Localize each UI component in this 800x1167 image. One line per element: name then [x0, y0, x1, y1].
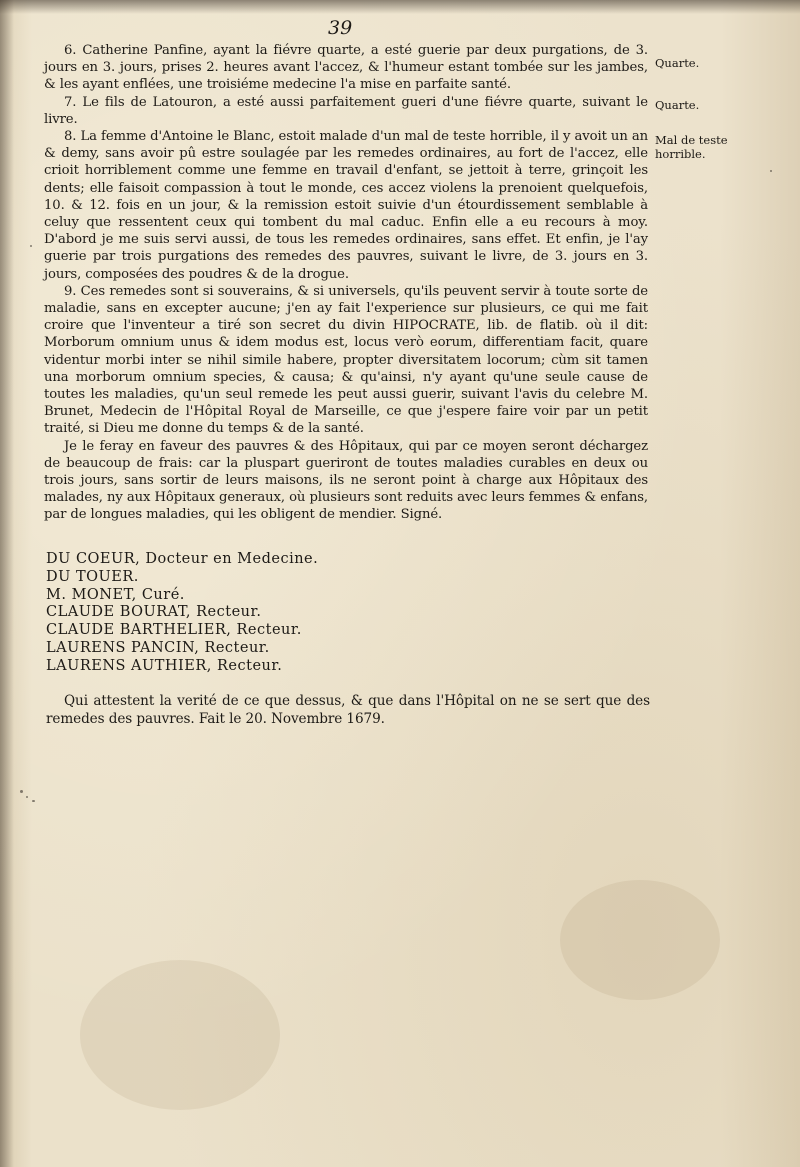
signature-list	[46, 551, 466, 676]
attestation	[46, 692, 650, 728]
paragraph: Je le feray en faveur des pauvres & des Hôpitaux, qui par ce moyen seront déchargez de beaucoup de frais: car la pluspart gueriront de toutes maladies curables en deux ou trois jours, sans sortir de leurs maisons, ils ne seront point à charge aux Hôpitaux des malades, ny aux Hôpitaux generaux, où plusieurs sont reduits avec leurs femmes & enfans, par de longues maladies, qui les obligent de mendier. Signé.	[44, 438, 648, 523]
signature: LAURENS PANCIN, Recteur.	[46, 639, 270, 656]
attestation-text: Qui attestent la verité de ce que dessus, & que dans l'Hôpital on ne se sert que des remedes des pauvres. Fait le 20. Novembre 1679.	[46, 693, 650, 727]
margin-note: Quarte.	[655, 98, 700, 112]
paragraph: 9. Ces remedes sont si souverains, & si universels, qu'ils peuvent servir à toute sorte de maladie, sans en excepter aucune; j'en ay fait l'experience sur plusieurs, ce qui me fait croire que l'inventeur a tiré son secret du divin HIPOCRATE, lib. de flatib. où il dit: Morborum omnium unus & idem modus est, locus verò eorum, differentiam facit, quare videntur morbi inter se nihil simile habere, propter diversitatem locorum; cùm sit tamen una morborum omnium species, & causa; & qu'ainsi, n'y ayant qu'une seule cause de toutes les maladies, qu'un seul remede les peut aussi guerir, suivant l'avis du celebre M. Brunet, Medecin de l'Hôpital Royal de Marseille, ce que j'espere faire voir par un petit traité, si Dieu me donne du temps & de la santé.	[44, 283, 648, 437]
signature: DU TOUER.	[46, 568, 139, 585]
signature: DU COEUR, Docteur en Medecine.	[46, 551, 319, 567]
page-edge-shadow-top	[0, 0, 800, 14]
page-edge-shadow-left	[0, 0, 14, 1167]
ink-speck	[20, 790, 23, 793]
page-number: 39	[328, 17, 353, 39]
margin-note: Quarte.	[655, 56, 700, 70]
signature: CLAUDE BOURAT, Recteur.	[46, 604, 262, 621]
ink-speck	[770, 170, 772, 172]
ink-speck	[32, 800, 35, 802]
paragraph: 8. La femme d'Antoine le Blanc, estoit malade d'un mal de teste horrible, il y avoit un an & demy, sans avoir pû estre soulagée par les remedes ordinaires, au fort de l'accez, elle crioit horriblement comme une femme en travail d'enfant, se jettoit à terre, grinçoit les dents; elle faisoit compassion à tout le monde, ces accez violens la prenoient quelquefois, 10. & 12. fois en un jour, & la remission estoit suivie d'un étourdissement semblable à celuy que ressentent ceux qui tombent du mal caduc. Enfin elle a eu recours à moy. D'abord je me suis servi aussi, de tous les remedes ordinaires, sans effet. Et enfin, je l'ay guerie par trois purgations des remedes des pauvres, suivant le livre, de 3. jours en 3. jours, composées des poudres & de la drogue.	[44, 129, 648, 282]
paper-stain	[80, 960, 280, 1110]
ink-speck	[26, 796, 28, 798]
paragraph: 7. Le fils de Latouron, a esté aussi parfaitement gueri d'une fiévre quarte, suivant le livre.	[44, 94, 648, 127]
paper-stain	[560, 880, 720, 1000]
signature: M. MONET, Curé.	[46, 586, 185, 603]
signature: CLAUDE BARTHELIER, Recteur.	[46, 622, 302, 639]
ink-speck	[30, 245, 32, 247]
paragraph: 6. Catherine Panfine, ayant la fiévre quarte, a esté guerie par deux purgations, de 3. jours en 3. jours, prises 2. heures avant l'accez, & l'humeur estant tombée sur les jambes, & les ayant enflées, une troisiéme medecine l'a mise en parfaite santé.	[44, 43, 648, 93]
signature: LAURENS AUTHIER, Recteur.	[46, 657, 283, 674]
body-text	[44, 42, 648, 524]
margin-note: Mal de teste horrible.	[655, 133, 728, 161]
